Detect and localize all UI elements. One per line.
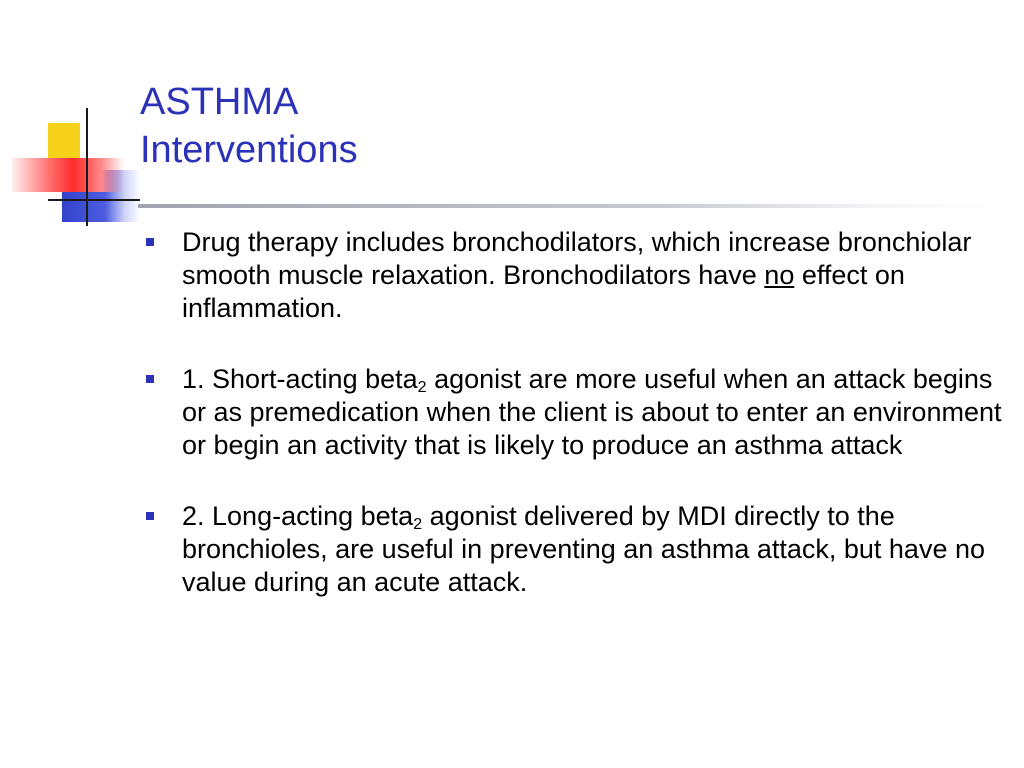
bullet-marker-icon xyxy=(146,238,154,246)
bullet-3-text: 2. Long-acting beta xyxy=(182,501,414,531)
bullet-marker-icon xyxy=(146,375,154,383)
bullet-marker-icon xyxy=(146,512,154,520)
title-line-1: ASTHMA xyxy=(140,81,299,123)
title-line-2: Interventions xyxy=(140,129,358,171)
bullet-1-underlined: no xyxy=(764,260,795,290)
bullet-2-subscript: 2 xyxy=(417,379,427,396)
bullet-2-text-end: agonist are more useful when an attack begins or as premedication when the client is about to enter an environment or begin an activity that is likely to produce an asthma attack xyxy=(182,364,1002,460)
bullet-3-text-end: agonist delivered by MDI directly to the bronchioles, are useful in preventing an asthma attack, but have no value during an acute attack. xyxy=(182,501,985,597)
bullet-1-text: Drug therapy includes bronchodilators, which increase bronchiolar smooth muscle relaxation. Bronchodilators have xyxy=(182,227,972,290)
logo-red-bar xyxy=(12,158,124,192)
bullet-item-1 xyxy=(146,226,1006,325)
slide-title xyxy=(140,78,358,174)
bullet-1-text-end: effect on inflammation. xyxy=(182,260,905,323)
bullet-2-text: 1. Short-acting beta xyxy=(182,364,418,394)
bullet-list xyxy=(146,226,1006,637)
bullet-item-2 xyxy=(146,363,1006,462)
bullet-3-subscript: 2 xyxy=(413,516,423,533)
bullet-item-3 xyxy=(146,500,1006,599)
logo-horizontal-line xyxy=(48,199,140,201)
title-divider xyxy=(138,204,1000,208)
logo-vertical-line xyxy=(86,108,88,226)
